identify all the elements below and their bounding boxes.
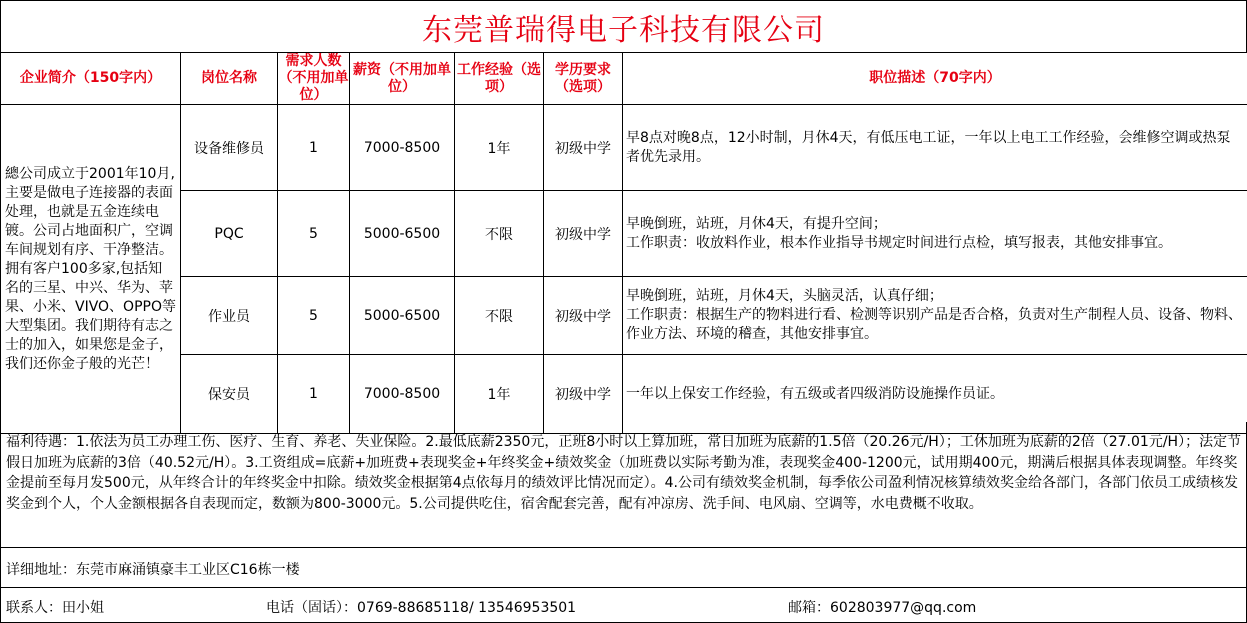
job-description: 一年以上保安工作经验，有五级或者四级消防设施操作员证。 — [623, 355, 1247, 434]
header-description: 职位描述（70字内） — [623, 53, 1247, 105]
header-position: 岗位名称 — [181, 53, 278, 105]
job-salary: 5000-6500 — [350, 191, 455, 277]
job-count: 5 — [278, 191, 350, 277]
job-salary: 5000-6500 — [350, 277, 455, 355]
table-row — [1, 277, 1247, 355]
benefits-text: 福利待遇：1.依法为员工办理工伤、医疗、生育、养老、失业保险。2.最低底薪2350元，正班8小时以上算加班，常日加班为底薪的1.5倍（20.26元/H）；工休加班为底薪的2倍（27.01元/H）；法定节假日加班为底薪的3倍（40.52元/H）。3.工资组成=底薪+加班费+表现奖金+年终奖金+绩效奖金（加班费以实际考勤为准，表现奖金400-1200元，试用期400元，期满后根据具体表现调整。年终奖金提前至每月发500元，从年终合计的年终奖金中扣除。绩效奖金根据第4点依每月的绩效评比情况而定）。4.公司有绩效奖金机制，每季依公司盈利情况核算绩效奖金给各部门，各部门依员工成绩核发奖金到个人，个人金额根据各自表现而定，数额为800-3000元。5.公司提供吃住，宿舍配套完善，配有冲凉房、洗手间、电风扇、空调等，水电费概不收取。 — [0, 422, 1247, 547]
job-salary: 7000-8500 — [350, 105, 455, 191]
contact-person: 联系人：田小姐 — [6, 600, 104, 616]
job-description: 早8点对晚8点，12小时制，月休4天，有低压电工证，一年以上电工工作经验，会维修空调或热泵者优先录用。 — [623, 105, 1247, 191]
job-education: 初级中学 — [544, 105, 623, 191]
job-experience: 不限 — [455, 277, 544, 355]
table-row — [1, 191, 1247, 277]
header-experience: 工作经验（选项） — [455, 53, 544, 105]
job-description: 早晚倒班，站班，月休4天，头脑灵活，认真仔细； 工作职责：根据生产的物料进行看、检测等识别产品是否合格，负责对生产制程人员、设备、物料、作业方法、环境的稽查，其他安排事宜。 — [623, 277, 1247, 355]
job-experience: 1年 — [455, 355, 544, 434]
header-intro: 企业简介（150字内） — [1, 53, 181, 105]
header-count: 需求人数（不用加单位） — [278, 53, 349, 103]
job-education: 初级中学 — [544, 355, 623, 434]
table-row — [1, 105, 1247, 191]
job-education: 初级中学 — [544, 191, 623, 277]
job-experience: 1年 — [455, 105, 544, 191]
header-salary: 薪资（不用加单位） — [350, 53, 455, 105]
contact-bar — [0, 587, 1247, 623]
contact-email: 邮箱：602803977@qq.com — [788, 600, 977, 616]
job-position: PQC — [181, 191, 278, 277]
header-education: 学历要求（选项） — [544, 53, 623, 105]
job-count: 1 — [278, 105, 350, 191]
job-position: 设备维修员 — [181, 105, 278, 191]
address-text: 详细地址：东莞市麻涌镇豪丰工业区C16栋一楼 — [0, 547, 1247, 587]
job-salary: 7000-8500 — [350, 355, 455, 434]
job-position: 保安员 — [181, 355, 278, 434]
company-intro: 總公司成立于2001年10月,主要是做电子连接器的表面处理，也就是五金连续电镀。公司占地面积广，空调车间规划有序、干净整洁。拥有客户100多家,包括知名的三星、中兴、华为、苹果、小米、VIVO、OPPO等大型集团。我们期待有志之士的加入，如果您是金子，我们还你金子般的光芒！ — [1, 105, 181, 434]
job-education: 初级中学 — [544, 277, 623, 355]
contact-phone: 电话（固话）：0769-88685118/ 13546953501 — [266, 600, 577, 616]
job-description: 早晚倒班，站班，月休4天，有提升空间； 工作职责：收放料作业，根本作业指导书规定时间进行点检，填写报表，其他安排事宜。 — [623, 191, 1247, 277]
company-title: 东莞普瑞得电子科技有限公司 — [0, 0, 1247, 53]
table-header-row — [1, 53, 1247, 105]
job-table — [0, 52, 1247, 434]
job-position: 作业员 — [181, 277, 278, 355]
job-count: 5 — [278, 277, 350, 355]
job-count: 1 — [278, 355, 350, 434]
job-experience: 不限 — [455, 191, 544, 277]
